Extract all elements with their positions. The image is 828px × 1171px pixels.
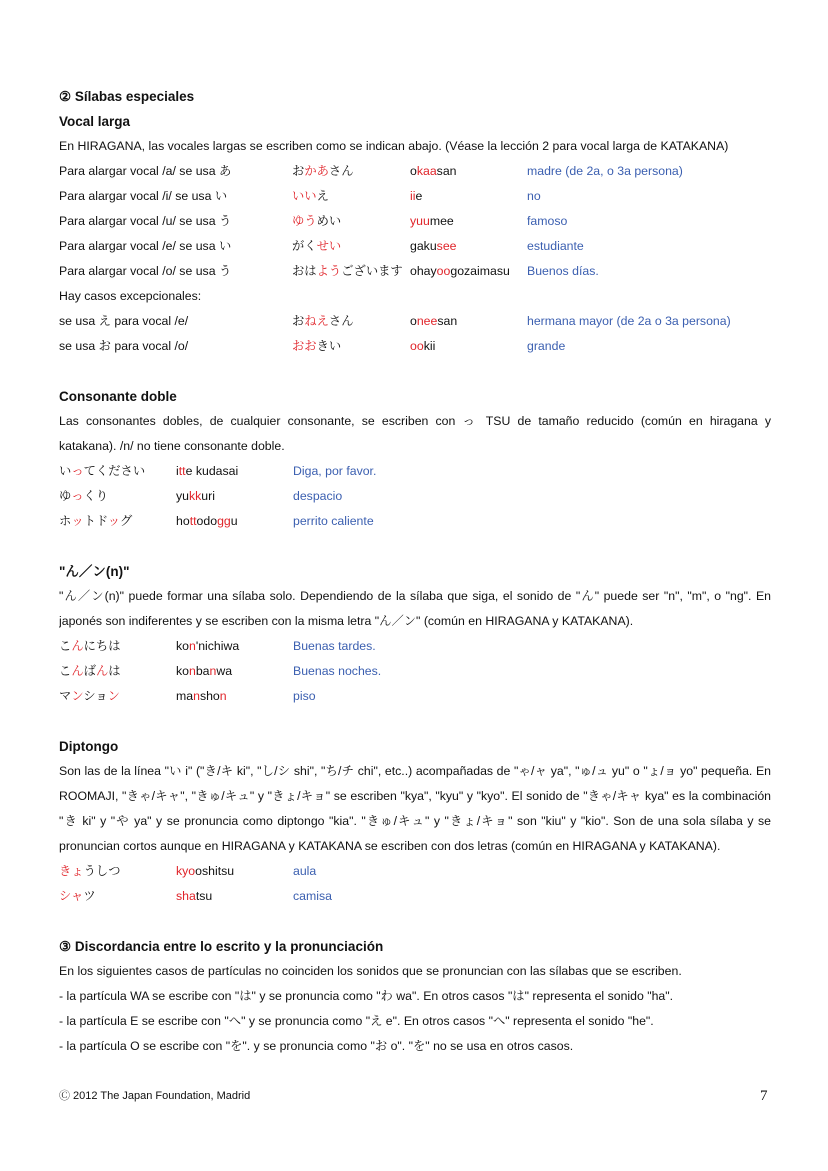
example-row	[59, 859, 771, 884]
kana-word	[59, 634, 176, 659]
text-line: - la partícula E se escribe con "へ" y se pronuncia como "え e". En otros casos "へ" representa el sonido "he".	[59, 1014, 654, 1028]
kana-word	[292, 184, 410, 209]
paragraph-line: "ん／ン(n)" puede formar una sílaba solo. Dependiendo de la sílaba que siga, el sonido de "ん" puede ser "n", "m", o "ng". En	[59, 589, 771, 603]
romaji-word	[410, 159, 527, 184]
text-segment: ツ	[83, 889, 96, 903]
text-line: En los siguientes casos de partículas no coinciden los sonidos que se pronuncian con las sílabas que se escriben.	[59, 964, 682, 978]
example-row	[59, 159, 771, 184]
kana-word	[59, 684, 176, 709]
highlight-segment: ッ	[107, 514, 121, 528]
text-segment: sho	[199, 689, 220, 703]
example-row	[59, 509, 771, 534]
romaji-word	[176, 684, 293, 709]
kana-word	[59, 884, 176, 909]
vocal-larga-table	[59, 159, 771, 284]
highlight-segment: シャ	[59, 889, 84, 903]
text-segment: gaku	[410, 239, 437, 253]
highlight-segment: kaa	[416, 164, 437, 178]
romaji-word	[176, 659, 293, 684]
highlight-segment: かあ	[304, 164, 329, 178]
text-segment: oshitsu	[195, 864, 235, 878]
meaning-text: piso	[293, 689, 316, 703]
text-segment: くり	[83, 489, 109, 503]
rule-text: se usa お para vocal /o/	[59, 339, 189, 353]
highlight-segment: n	[189, 664, 196, 678]
text-segment: は	[108, 664, 121, 678]
text-line: - la partícula O se escribe con "を". y se pronuncia como "お o". "を" no se usa en otros casos.	[59, 1039, 574, 1053]
text-segment: yu	[176, 489, 189, 503]
text-segment: きい	[316, 339, 342, 353]
text-segment: マ	[59, 689, 72, 703]
page-number: 7	[760, 1088, 768, 1104]
romaji-word	[410, 209, 527, 234]
romaji-word	[410, 184, 527, 209]
rule-text: Para alargar vocal /a/ se usa あ	[59, 164, 232, 178]
text-segment: wa	[216, 664, 233, 678]
text-segment: ma	[176, 689, 194, 703]
example-row	[59, 309, 771, 334]
meaning-text: aula	[293, 864, 317, 878]
text-segment: i	[176, 464, 179, 478]
meaning-text: hermana mayor (de 2a o 3a persona)	[527, 314, 731, 328]
paragraph-line: Son las de la línea "い i" ("き/キ ki", "し/シ shi", "ち/チ chi", etc..) acompañadas de "ゃ/ャ ya", "ゅ/ュ yu" o "ょ/ョ yo" pequeña. En	[59, 764, 771, 778]
text-segment: グ	[120, 514, 133, 528]
text-segment: uri	[201, 489, 215, 503]
highlight-segment: ゆう	[292, 214, 317, 228]
meaning-text: no	[527, 189, 541, 203]
example-row	[59, 659, 771, 684]
kana-word	[292, 234, 410, 259]
highlight-segment: よう	[316, 264, 342, 278]
example-row	[59, 259, 771, 284]
text-segment: うしつ	[83, 864, 121, 878]
highlight-segment: いい	[292, 189, 317, 203]
kana-word	[59, 459, 176, 484]
text-segment: 'nichiwa	[195, 639, 240, 653]
meaning-text: Buenas noches.	[293, 664, 382, 678]
highlight-segment: yuu	[410, 214, 430, 228]
text-segment: ko	[176, 664, 189, 678]
example-row	[59, 634, 771, 659]
example-row	[59, 334, 771, 359]
highlight-segment: ン	[71, 689, 84, 703]
text-segment: てください	[83, 464, 146, 478]
text-segment: ショ	[83, 689, 108, 703]
paragraph-line: ROOMAJI, "きゃ/キャ", "きゅ/キュ" y "きょ/キョ" se escriben "kya", "kyu" y "kyo". El sonido de "きゃ/キャ kya" es la combinación	[59, 789, 771, 803]
section-title-silabas-especiales: ② Sílabas especiales	[59, 89, 195, 104]
text-line: - la partícula WA se escribe con "は" y se pronuncia como "わ wa". En otros casos "は" representa el sonido "ha".	[59, 989, 674, 1003]
text-segment: gozaimasu	[450, 264, 510, 278]
highlight-segment: n	[193, 689, 200, 703]
example-row	[59, 484, 771, 509]
meaning-text: grande	[527, 339, 566, 353]
heading-n: "ん／ン(n)"	[59, 564, 130, 579]
meaning-text: Diga, por favor.	[293, 464, 377, 478]
highlight-segment: ん	[71, 664, 84, 678]
heading-vocal-larga: Vocal larga	[59, 114, 131, 129]
romaji-word	[410, 234, 527, 259]
text-segment: ko	[176, 639, 189, 653]
kana-word	[292, 309, 410, 334]
text-segment: トド	[83, 514, 108, 528]
example-row	[59, 234, 771, 259]
romaji-word	[410, 309, 527, 334]
highlight-segment: see	[436, 239, 457, 253]
text-segment: お	[292, 314, 305, 328]
paragraph-line: japonés son indiferentes y se escriben con la misma letra "ん／ン" (común en HIRAGANA y KATAKANA).	[59, 614, 634, 628]
meaning-text: famoso	[527, 214, 568, 228]
highlight-segment: tt	[178, 464, 186, 478]
highlight-segment: ン	[107, 689, 120, 703]
highlight-segment: ん	[71, 639, 84, 653]
romaji-word	[176, 634, 293, 659]
kana-word	[292, 159, 410, 184]
consonante-doble-table	[59, 459, 771, 534]
text-segment: こ	[59, 639, 72, 653]
highlight-segment: n	[209, 664, 217, 678]
heading-consonante-doble: Consonante doble	[59, 389, 177, 404]
highlight-segment: っ	[71, 464, 84, 478]
document-page	[59, 84, 771, 1059]
meaning-text: estudiante	[527, 239, 584, 253]
vocal-larga-exceptions-table	[59, 309, 771, 359]
text-segment: ba	[195, 664, 210, 678]
text-segment: さん	[328, 164, 354, 178]
section-title-discordancia: ③ Discordancia entre lo escrito y la pronunciación	[59, 939, 384, 954]
text-segment: めい	[316, 214, 342, 228]
highlight-segment: oo	[410, 339, 424, 353]
rule-text: se usa え para vocal /e/	[59, 314, 189, 328]
highlight-segment: せい	[316, 239, 342, 253]
highlight-segment: n	[219, 689, 227, 703]
vocal-larga-intro: En HIRAGANA, las vocales largas se escriben como se indican abajo. (Véase la lección 2 para vocal larga de KATAKANA)	[59, 139, 729, 153]
example-row	[59, 184, 771, 209]
exceptions-label: Hay casos excepcionales:	[59, 289, 202, 303]
highlight-segment: きょ	[59, 864, 84, 878]
rule-text: Para alargar vocal /o/ se usa う	[59, 264, 232, 278]
text-segment: ゆ	[59, 489, 72, 503]
meaning-text: despacio	[293, 489, 343, 503]
romaji-word	[410, 334, 527, 359]
meaning-text: Buenos días.	[527, 264, 599, 278]
text-segment: にちは	[83, 639, 121, 653]
text-segment: o	[410, 164, 417, 178]
romaji-word	[176, 859, 293, 884]
text-segment: san	[437, 314, 458, 328]
paragraph-line: pronuncian cortos aunque en HIRAGANA y KATAKANA se escriben con dos letras (común en HIRAGANA y KATAKANA).	[59, 839, 721, 853]
text-segment: がく	[292, 239, 317, 253]
paragraph-line: Las consonantes dobles, de cualquier consonante, se escriben con っ TSU de tamaño reducido (común en hiragana y	[59, 414, 771, 428]
text-segment: e kudasai	[185, 464, 239, 478]
kana-word	[59, 484, 176, 509]
romaji-word	[176, 509, 293, 534]
example-row	[59, 459, 771, 484]
highlight-segment: ii	[410, 189, 416, 203]
romaji-word	[176, 459, 293, 484]
highlight-segment: ッ	[71, 514, 84, 528]
highlight-segment: ん	[95, 664, 109, 678]
meaning-text: perrito caliente	[293, 514, 374, 528]
text-segment: ございます	[341, 264, 403, 278]
text-segment: o	[410, 314, 417, 328]
kana-word	[292, 334, 410, 359]
highlight-segment: ねえ	[304, 314, 329, 328]
paragraph-line: "き ki" y "や ya" y se pronuncia como diptongo "kia". "きゅ/キュ" y "きょ/キョ" son "kiu" y "kio". Son de una sola sílaba y se	[59, 814, 771, 828]
highlight-segment: sha	[176, 889, 196, 903]
text-segment: kii	[423, 339, 436, 353]
text-segment: ば	[83, 664, 96, 678]
copyright-footer: Ⓒ 2012 The Japan Foundation, Madrid	[59, 1090, 251, 1102]
romaji-word	[410, 259, 527, 284]
highlight-segment: oo	[436, 264, 451, 278]
kana-word	[59, 509, 176, 534]
highlight-segment: gg	[217, 514, 231, 528]
text-segment: おは	[292, 264, 317, 278]
example-row	[59, 209, 771, 234]
example-row	[59, 684, 771, 709]
romaji-word	[176, 484, 293, 509]
paragraph-line: katakana). /n/ no tiene consonante doble.	[59, 439, 285, 453]
text-segment: お	[292, 164, 305, 178]
romaji-word	[176, 884, 293, 909]
kana-word	[292, 259, 410, 284]
highlight-segment: おお	[292, 339, 317, 353]
diptongo-table	[59, 859, 771, 909]
text-segment: え	[316, 189, 329, 203]
text-segment: さん	[328, 314, 354, 328]
highlight-segment: tt	[189, 514, 197, 528]
meaning-text: Buenas tardes.	[293, 639, 376, 653]
rule-text: Para alargar vocal /i/ se usa い	[59, 189, 228, 203]
kana-word	[292, 209, 410, 234]
text-segment: tsu	[195, 889, 213, 903]
text-segment: mee	[429, 214, 454, 228]
highlight-segment: kk	[189, 489, 202, 503]
text-segment: ホ	[59, 514, 72, 528]
text-segment: ho	[176, 514, 190, 528]
heading-diptongo: Diptongo	[59, 739, 119, 754]
meaning-text: madre (de 2a, o 3a persona)	[527, 164, 683, 178]
kana-word	[59, 659, 176, 684]
highlight-segment: n	[189, 639, 196, 653]
text-segment: u	[230, 514, 238, 528]
highlight-segment: kyo	[176, 864, 196, 878]
kana-word	[59, 859, 176, 884]
text-segment: ohay	[410, 264, 437, 278]
meaning-text: camisa	[293, 889, 332, 903]
highlight-segment: nee	[416, 314, 438, 328]
rule-text: Para alargar vocal /u/ se usa う	[59, 214, 232, 228]
n-table	[59, 634, 771, 709]
example-row	[59, 884, 771, 909]
text-segment: san	[436, 164, 457, 178]
text-segment: い	[59, 464, 72, 478]
text-segment: こ	[59, 664, 72, 678]
rule-text: Para alargar vocal /e/ se usa い	[59, 239, 232, 253]
highlight-segment: っ	[71, 489, 84, 503]
text-segment: e	[415, 189, 423, 203]
text-segment: odo	[196, 514, 218, 528]
